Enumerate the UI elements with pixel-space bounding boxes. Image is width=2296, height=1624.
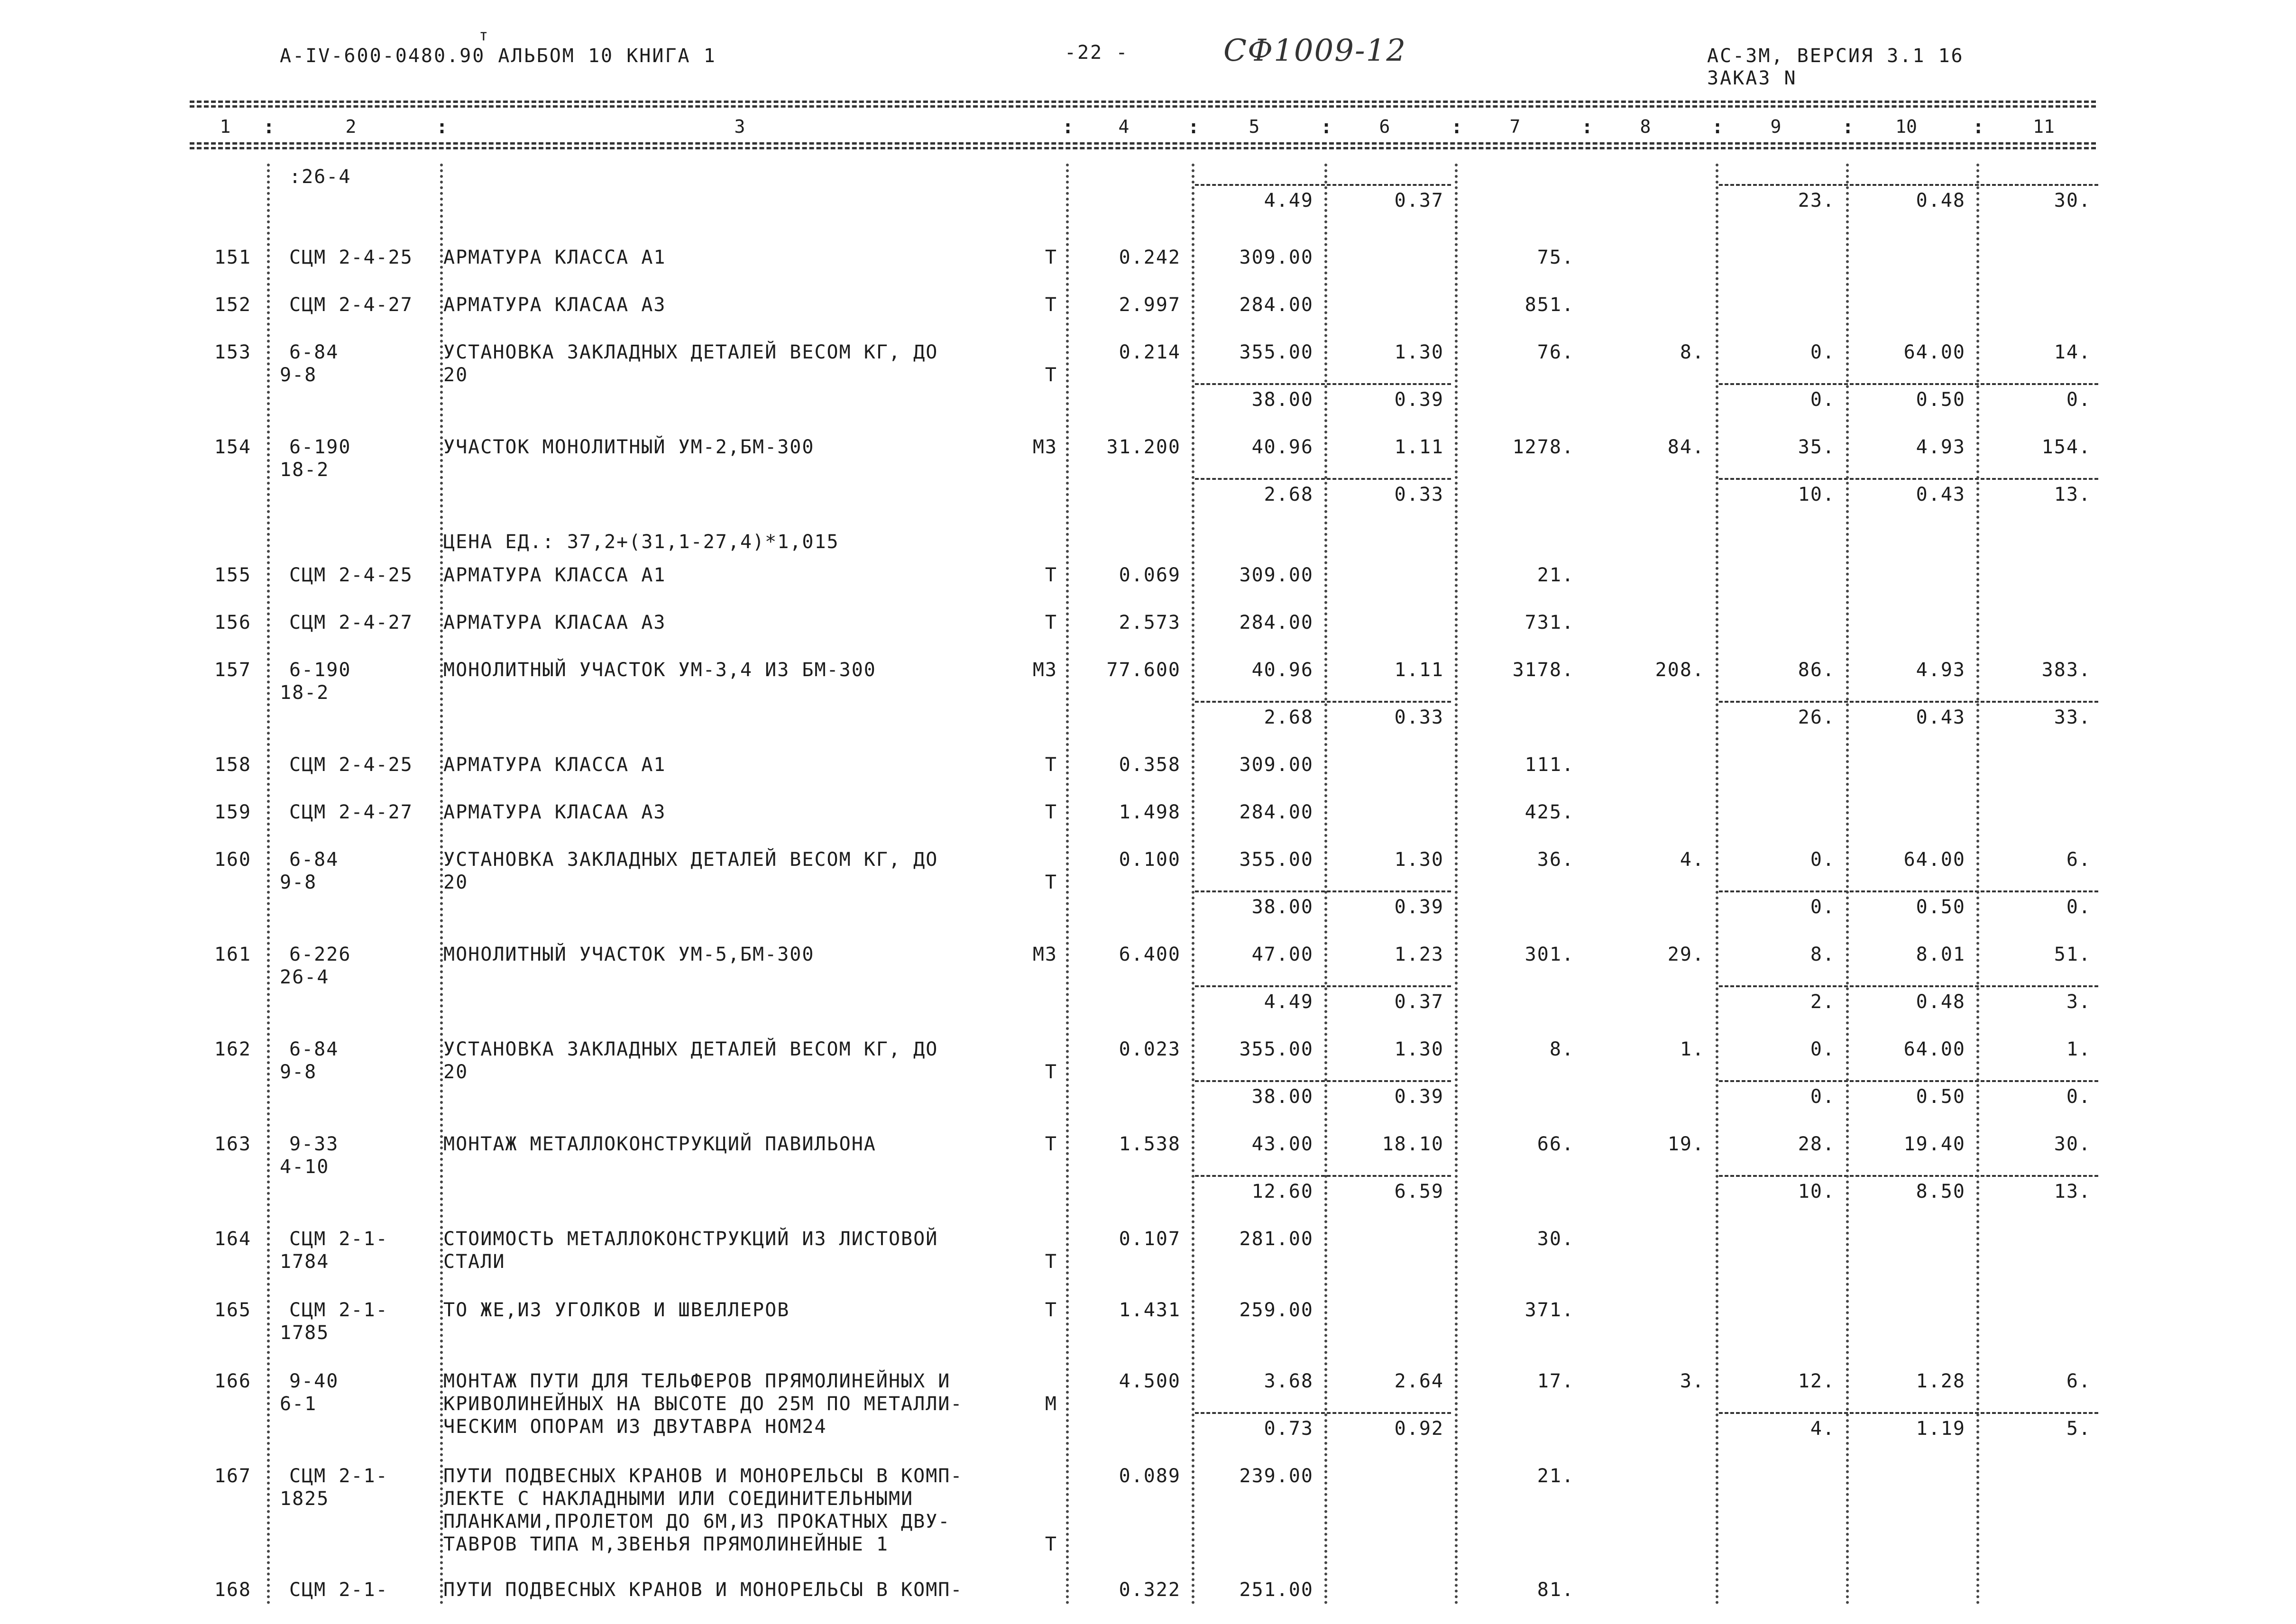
sub-col9: 10. (1798, 1181, 1835, 1202)
sub-col9: 26. (1798, 706, 1835, 728)
row-wage-price: 1.11 (1394, 436, 1444, 458)
sub-price: 38.00 (1251, 896, 1313, 918)
row-desc-2: КРИВОЛИНЕЙНЫХ НА ВЫСОТЕ ДО 25М ПО МЕТАЛЛИ- (443, 1393, 963, 1415)
row-total: 301. (1525, 944, 1574, 965)
row-col11: 154. (2041, 436, 2091, 458)
row-col11: 14. (2054, 341, 2091, 363)
sub-wage-price: 0.92 (1394, 1418, 1444, 1440)
column-separator: : (1188, 116, 1200, 138)
row-desc: ТО ЖЕ,ИЗ УГОЛКОВ И ШВЕЛЛЕРОВ (443, 1299, 790, 1321)
row-price: 309.00 (1239, 564, 1313, 586)
row-desc-4: ТАВРОВ ТИПА М,ЗВЕНЬЯ ПРЯМОЛИНЕЙНЫЕ 1 (443, 1533, 889, 1555)
column-separator: : (1712, 116, 1724, 138)
row-total: 111. (1525, 754, 1574, 776)
row-total: 21. (1537, 564, 1574, 586)
row-number: 162 (214, 1038, 251, 1060)
sub-col10: 1.19 (1916, 1418, 1965, 1440)
row-code-2: 1784 (280, 1251, 330, 1273)
row-desc: УЧАСТОК МОНОЛИТНЫЙ УМ-2,БМ-300 (443, 436, 815, 458)
row-desc-3: ЧЕСКИМ ОПОРАМ ИЗ ДВУТАВРА НОМ24 (443, 1416, 827, 1438)
column-number: 2 (345, 116, 357, 137)
row-total: 66. (1537, 1133, 1574, 1155)
sub-divider (1719, 1175, 2098, 1177)
row-desc: АРМАТУРА КЛАССА А1 (443, 247, 666, 268)
sub-price: 2.68 (1264, 484, 1313, 505)
sub-col9: 10. (1798, 484, 1835, 505)
row-desc: АРМАТУРА КЛАСАА А3 (443, 801, 666, 823)
row-code-2: 1785 (280, 1322, 330, 1344)
row-price: 355.00 (1239, 341, 1313, 363)
row-desc: АРМАТУРА КЛАССА А1 (443, 754, 666, 776)
row-wage-total: 3. (1680, 1370, 1705, 1392)
row-note: ЦЕНА ЕД.: 37,2+(31,1-27,4)*1,015 (443, 531, 839, 553)
row-code: СЦМ 2-4-27 (289, 294, 413, 316)
row-quantity: 0.023 (1119, 1038, 1181, 1060)
row-code-2: 9-8 (280, 1061, 317, 1083)
row-machine-total: 86. (1798, 659, 1835, 681)
column-number: 3 (734, 116, 745, 137)
row-code-2: 18-2 (280, 459, 330, 481)
row-total: 1278. (1512, 436, 1574, 458)
row-desc: МОНТАЖ ПУТИ ДЛЯ ТЕЛЬФЕРОВ ПРЯМОЛИНЕЙНЫХ И (443, 1370, 951, 1392)
row-wage-total: 19. (1667, 1133, 1705, 1155)
column-number: 8 (1640, 116, 1651, 137)
row-quantity: 0.107 (1119, 1228, 1181, 1250)
row-col10: 19.40 (1903, 1133, 1965, 1155)
column-separator: : (263, 116, 275, 138)
row-code: 6-226 (289, 944, 351, 965)
row-quantity: 0.358 (1119, 754, 1181, 776)
row-code: :26-4 (289, 166, 351, 188)
row-price: 355.00 (1239, 1038, 1313, 1060)
row-desc: МОНОЛИТНЫЙ УЧАСТОК УМ-5,БМ-300 (443, 944, 815, 965)
column-separator: : (1581, 116, 1593, 138)
row-code: 9-40 (289, 1370, 339, 1392)
sub-col11: 0. (2066, 1086, 2091, 1108)
column-number: 9 (1770, 116, 1782, 137)
sub-divider (1719, 890, 2098, 892)
row-code: 6-84 (289, 1038, 339, 1060)
row-number: 160 (214, 849, 251, 871)
row-quantity: 1.498 (1119, 801, 1181, 823)
row-wage-price: 1.30 (1394, 1038, 1444, 1060)
column-separator: : (1321, 116, 1332, 138)
column-guide (1716, 164, 1718, 1605)
row-total: 731. (1525, 612, 1574, 633)
row-number: 156 (214, 612, 251, 633)
row-unit: Т (1045, 872, 1057, 893)
sub-price: 4.49 (1264, 991, 1313, 1013)
row-desc-3: ПЛАНКАМИ,ПРОЛЕТОМ ДО 6М,ИЗ ПРОКАТНЫХ ДВУ- (443, 1511, 951, 1532)
row-unit: Т (1045, 1133, 1057, 1155)
row-quantity: 0.100 (1119, 849, 1181, 871)
row-number: 152 (214, 294, 251, 316)
row-code-2: 9-8 (280, 364, 317, 386)
row-unit: М (1045, 1393, 1057, 1415)
row-quantity: 2.997 (1119, 294, 1181, 316)
sub-divider (1195, 1175, 1451, 1177)
sub-price: 4.49 (1264, 190, 1313, 211)
row-unit: Т (1045, 1251, 1057, 1273)
row-desc: ПУТИ ПОДВЕСНЫХ КРАНОВ И МОНОРЕЛЬСЫ В КОМП- (443, 1579, 963, 1601)
row-unit: Т (1045, 1061, 1057, 1083)
row-desc: АРМАТУРА КЛАСАА А3 (443, 612, 666, 633)
row-unit: Т (1045, 364, 1057, 386)
row-code: 6-84 (289, 849, 339, 871)
row-col10: 64.00 (1903, 849, 1965, 871)
row-total: 81. (1537, 1579, 1574, 1601)
row-col11: 6. (2066, 1370, 2091, 1392)
row-desc: УСТАНОВКА ЗАКЛАДНЫХ ДЕТАЛЕЙ ВЕСОМ КГ, ДО (443, 1038, 938, 1060)
row-wage-price: 1.11 (1394, 659, 1444, 681)
sub-divider (1719, 478, 2098, 480)
column-separator: : (1451, 116, 1463, 138)
row-code: СЦМ 2-1- (289, 1228, 388, 1250)
row-machine-total: 28. (1798, 1133, 1835, 1155)
row-unit: М3 (1032, 944, 1057, 965)
row-number: 161 (214, 944, 251, 965)
row-number: 159 (214, 801, 251, 823)
row-price: 309.00 (1239, 754, 1313, 776)
row-price: 3.68 (1264, 1370, 1313, 1392)
row-code: СЦМ 2-1- (289, 1579, 388, 1601)
row-quantity: 6.400 (1119, 944, 1181, 965)
sub-divider (1719, 184, 2098, 186)
row-price: 259.00 (1239, 1299, 1313, 1321)
sub-wage-price: 0.37 (1394, 991, 1444, 1013)
row-price: 309.00 (1239, 247, 1313, 268)
column-number: 1 (220, 116, 231, 137)
row-number: 157 (214, 659, 251, 681)
sub-price: 12.60 (1251, 1181, 1313, 1202)
row-desc: АРМАТУРА КЛАССА А1 (443, 564, 666, 586)
sub-divider (1719, 985, 2098, 987)
row-quantity: 1.431 (1119, 1299, 1181, 1321)
row-col11: 383. (2041, 659, 2091, 681)
row-desc: МОНОЛИТНЫЙ УЧАСТОК УМ-3,4 ИЗ БМ-300 (443, 659, 876, 681)
row-wage-total: 1. (1680, 1038, 1705, 1060)
page-number: -22 - (1065, 42, 1129, 64)
row-col10: 4.93 (1916, 436, 1965, 458)
row-unit: Т (1045, 1299, 1057, 1321)
row-quantity: 0.214 (1119, 341, 1181, 363)
sub-col10: 0.43 (1916, 706, 1965, 728)
header-bottom-rule-2 (190, 147, 2096, 149)
row-total: 17. (1537, 1370, 1574, 1392)
sub-divider (1195, 1080, 1451, 1082)
row-code: СЦМ 2-4-25 (289, 754, 413, 776)
sub-col9: 0. (1810, 896, 1835, 918)
row-quantity: 4.500 (1119, 1370, 1181, 1392)
row-code: СЦМ 2-4-27 (289, 801, 413, 823)
header-left: А-IV-600-0480.90 АЛЬБОМ 10 КНИГА 1 (280, 45, 716, 67)
row-code-2: 9-8 (280, 872, 317, 893)
row-desc: УСТАНОВКА ЗАКЛАДНЫХ ДЕТАЛЕЙ ВЕСОМ КГ, ДО (443, 341, 938, 363)
sub-col11: 33. (2054, 706, 2091, 728)
row-price: 355.00 (1239, 849, 1313, 871)
sub-col11: 13. (2054, 484, 2091, 505)
row-code-2: 18-2 (280, 682, 330, 704)
sub-col10: 0.50 (1916, 389, 1965, 411)
row-code: СЦМ 2-1- (289, 1299, 388, 1321)
row-number: 164 (214, 1228, 251, 1250)
row-unit: М3 (1032, 436, 1057, 458)
row-col11: 1. (2066, 1038, 2091, 1060)
column-number: 7 (1509, 116, 1521, 137)
row-number: 153 (214, 341, 251, 363)
row-price: 43.00 (1251, 1133, 1313, 1155)
row-code-2: 6-1 (280, 1393, 317, 1415)
sub-col11: 13. (2054, 1181, 2091, 1202)
sub-wage-price: 0.39 (1394, 389, 1444, 411)
row-number: 163 (214, 1133, 251, 1155)
row-quantity: 2.573 (1119, 612, 1181, 633)
row-total: 36. (1537, 849, 1574, 871)
row-number: 155 (214, 564, 251, 586)
row-price: 251.00 (1239, 1579, 1313, 1601)
row-desc-2: 20 (443, 872, 468, 893)
row-wage-total: 4. (1680, 849, 1705, 871)
row-code: СЦМ 2-4-25 (289, 247, 413, 268)
sub-col11: 5. (2066, 1418, 2091, 1440)
row-col10: 1.28 (1916, 1370, 1965, 1392)
row-machine-total: 0. (1810, 341, 1835, 363)
row-col11: 6. (2066, 849, 2091, 871)
row-desc-2: СТАЛИ (443, 1251, 505, 1273)
sub-divider (1719, 701, 2098, 703)
row-col10: 8.01 (1916, 944, 1965, 965)
row-quantity: 0.242 (1119, 247, 1181, 268)
column-guide (1066, 164, 1069, 1605)
row-desc-2: ЛЕКТЕ С НАКЛАДНЫМИ ИЛИ СОЕДИНИТЕЛЬНЫМИ (443, 1488, 914, 1510)
row-total: 371. (1525, 1299, 1574, 1321)
sub-col9: 23. (1798, 190, 1835, 211)
sub-wage-price: 6.59 (1394, 1181, 1444, 1202)
column-separator: : (436, 116, 448, 138)
sub-col10: 0.48 (1916, 991, 1965, 1013)
row-code-2: 1825 (280, 1488, 330, 1510)
row-machine-total: 8. (1810, 944, 1835, 965)
row-code: 6-84 (289, 341, 339, 363)
row-code: СЦМ 2-1- (289, 1465, 388, 1487)
row-price: 284.00 (1239, 801, 1313, 823)
row-price: 40.96 (1251, 659, 1313, 681)
row-unit: М3 (1032, 659, 1057, 681)
sub-divider (1195, 985, 1451, 987)
row-wage-total: 29. (1667, 944, 1705, 965)
column-separator: : (1842, 116, 1854, 138)
row-number: 165 (214, 1299, 251, 1321)
column-number: 10 (1895, 116, 1917, 137)
sub-col9: 0. (1810, 389, 1835, 411)
sub-divider (1195, 184, 1451, 186)
row-total: 75. (1537, 247, 1574, 268)
row-quantity: 0.322 (1119, 1579, 1181, 1601)
row-wage-total: 8. (1680, 341, 1705, 363)
column-guide (1192, 164, 1194, 1605)
row-total: 851. (1525, 294, 1574, 316)
row-quantity: 0.069 (1119, 564, 1181, 586)
row-wage-price: 2.64 (1394, 1370, 1444, 1392)
column-guide (1846, 164, 1849, 1605)
row-unit: Т (1045, 247, 1057, 268)
column-guide (267, 164, 270, 1605)
row-code: СЦМ 2-4-25 (289, 564, 413, 586)
row-wage-price: 18.10 (1382, 1133, 1444, 1155)
row-code: 9-33 (289, 1133, 339, 1155)
row-desc: УСТАНОВКА ЗАКЛАДНЫХ ДЕТАЛЕЙ ВЕСОМ КГ, ДО (443, 849, 938, 871)
column-guide (1324, 164, 1327, 1605)
sub-col11: 0. (2066, 896, 2091, 918)
column-guide (1455, 164, 1458, 1605)
row-price: 284.00 (1239, 294, 1313, 316)
sub-wage-price: 0.33 (1394, 706, 1444, 728)
sub-price: 38.00 (1251, 389, 1313, 411)
sub-col9: 0. (1810, 1086, 1835, 1108)
row-price: 47.00 (1251, 944, 1313, 965)
row-number: 151 (214, 247, 251, 268)
row-quantity: 31.200 (1106, 436, 1181, 458)
row-code: СЦМ 2-4-27 (289, 612, 413, 633)
sub-col9: 2. (1810, 991, 1835, 1013)
row-unit: Т (1045, 754, 1057, 776)
sub-col11: 3. (2066, 991, 2091, 1013)
row-machine-total: 12. (1798, 1370, 1835, 1392)
row-wage-price: 1.23 (1394, 944, 1444, 965)
sub-col10: 0.50 (1916, 1086, 1965, 1108)
sub-divider (1195, 701, 1451, 703)
sub-divider (1195, 478, 1451, 480)
header-bottom-rule (190, 142, 2096, 145)
sub-divider (1719, 1080, 2098, 1082)
column-number: 4 (1118, 116, 1130, 137)
sub-col11: 30. (2054, 190, 2091, 211)
row-col10: 64.00 (1903, 1038, 1965, 1060)
sub-wage-price: 0.37 (1394, 190, 1444, 211)
row-code: 6-190 (289, 436, 351, 458)
header-right-2: ЗАКАЗ N (1707, 67, 1797, 89)
sub-col10: 8.50 (1916, 1181, 1965, 1202)
sub-price: 2.68 (1264, 706, 1313, 728)
row-desc: СТОИМОСТЬ МЕТАЛЛОКОНСТРУКЦИЙ ИЗ ЛИСТОВОЙ (443, 1228, 938, 1250)
sub-col10: 0.43 (1916, 484, 1965, 505)
row-price: 284.00 (1239, 612, 1313, 633)
sub-divider (1195, 890, 1451, 892)
row-wage-total: 84. (1667, 436, 1705, 458)
column-guide (1976, 164, 1979, 1605)
sub-col9: 4. (1810, 1418, 1835, 1440)
column-number: 11 (2033, 116, 2055, 137)
row-desc: АРМАТУРА КЛАСАА А3 (443, 294, 666, 316)
row-price: 281.00 (1239, 1228, 1313, 1250)
sub-price: 38.00 (1251, 1086, 1313, 1108)
top-rule (190, 101, 2096, 103)
row-desc-2: 20 (443, 1061, 468, 1083)
sub-divider (1195, 1412, 1451, 1414)
sub-divider (1195, 383, 1451, 385)
row-wage-price: 1.30 (1394, 341, 1444, 363)
row-code-2: 26-4 (280, 966, 330, 988)
column-number: 6 (1379, 116, 1390, 137)
row-code-2: 4-10 (280, 1156, 330, 1178)
row-price: 239.00 (1239, 1465, 1313, 1487)
row-total: 425. (1525, 801, 1574, 823)
row-col11: 30. (2054, 1133, 2091, 1155)
column-separator: : (1973, 116, 1984, 138)
row-total: 8. (1549, 1038, 1574, 1060)
row-number: 154 (214, 436, 251, 458)
top-rule-2 (190, 105, 2096, 108)
row-quantity: 77.600 (1106, 659, 1181, 681)
row-unit: Т (1045, 1533, 1057, 1555)
row-desc: МОНТАЖ МЕТАЛЛОКОНСТРУКЦИЙ ПАВИЛЬОНА (443, 1133, 876, 1155)
sub-wage-price: 0.33 (1394, 484, 1444, 505)
sub-col10: 0.50 (1916, 896, 1965, 918)
sub-wage-price: 0.39 (1394, 1086, 1444, 1108)
row-wage-price: 1.30 (1394, 849, 1444, 871)
row-total: 30. (1537, 1228, 1574, 1250)
header-left-mark: т (479, 26, 490, 44)
row-quantity: 1.538 (1119, 1133, 1181, 1155)
row-total: 21. (1537, 1465, 1574, 1487)
sub-col11: 0. (2066, 389, 2091, 411)
row-number: 168 (214, 1579, 251, 1601)
row-machine-total: 0. (1810, 849, 1835, 871)
row-col10: 64.00 (1903, 341, 1965, 363)
sub-divider (1719, 1412, 2098, 1414)
row-total: 76. (1537, 341, 1574, 363)
header-right-1: АС-3М, ВЕРСИЯ 3.1 16 (1707, 45, 1964, 67)
column-separator: : (1062, 116, 1074, 138)
row-unit: Т (1045, 801, 1057, 823)
row-number: 166 (214, 1370, 251, 1392)
row-col11: 51. (2054, 944, 2091, 965)
row-machine-total: 0. (1810, 1038, 1835, 1060)
row-quantity: 0.089 (1119, 1465, 1181, 1487)
column-guide (440, 164, 443, 1605)
row-unit: Т (1045, 294, 1057, 316)
row-unit: Т (1045, 564, 1057, 586)
sub-price: 0.73 (1264, 1418, 1313, 1440)
column-number: 5 (1249, 116, 1260, 137)
row-number: 158 (214, 754, 251, 776)
row-col10: 4.93 (1916, 659, 1965, 681)
sub-col10: 0.48 (1916, 190, 1965, 211)
sub-wage-price: 0.39 (1394, 896, 1444, 918)
handwritten-code: СФ1009-12 (1223, 33, 1407, 68)
row-price: 40.96 (1251, 436, 1313, 458)
row-wage-total: 208. (1655, 659, 1705, 681)
row-unit: Т (1045, 612, 1057, 633)
row-desc: ПУТИ ПОДВЕСНЫХ КРАНОВ И МОНОРЕЛЬСЫ В КОМП- (443, 1465, 963, 1487)
sub-divider (1719, 383, 2098, 385)
row-desc-2: 20 (443, 364, 468, 386)
row-machine-total: 35. (1798, 436, 1835, 458)
row-code: 6-190 (289, 659, 351, 681)
row-number: 167 (214, 1465, 251, 1487)
row-total: 3178. (1512, 659, 1574, 681)
